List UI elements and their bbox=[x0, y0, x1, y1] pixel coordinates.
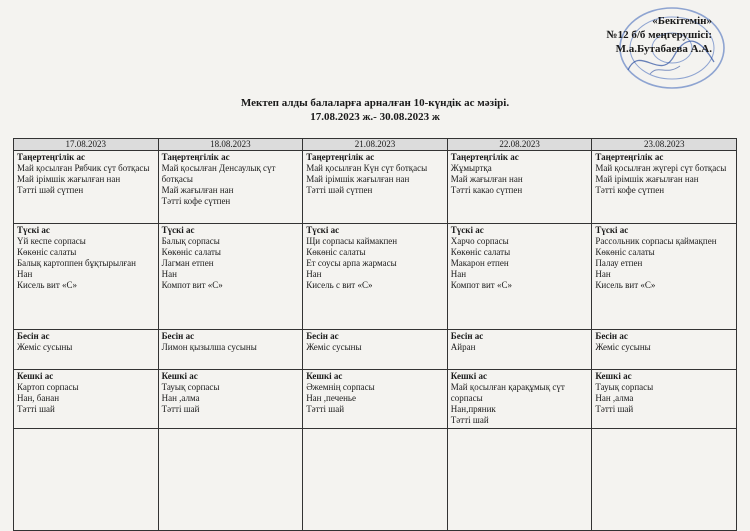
dish: Компот вит «С» bbox=[161, 280, 223, 290]
menu-cell bbox=[447, 370, 592, 429]
dish: Кисель вит «С» bbox=[17, 280, 78, 290]
menu-cell bbox=[14, 330, 159, 370]
menu-cell bbox=[14, 370, 159, 429]
meal-heading: Кешкі ас bbox=[306, 371, 343, 381]
meal-heading: Таңертеңгілік ас bbox=[595, 152, 664, 162]
menu-cell bbox=[158, 370, 303, 429]
dish: Кисель с вит «С» bbox=[306, 280, 373, 290]
dish: Көкөніс салаты bbox=[450, 247, 511, 257]
dish: Нан bbox=[450, 269, 467, 279]
dish: Лагман етпен bbox=[161, 258, 214, 268]
dish: Май қосылған Рябчик сүт ботқасы bbox=[17, 163, 150, 173]
empty-cell bbox=[592, 429, 737, 531]
dish: Жұмыртқа bbox=[450, 163, 492, 173]
dish: Май қосылған Денсаулық сүт ботқасы bbox=[161, 163, 276, 184]
menu-cell bbox=[158, 330, 303, 370]
dish: Макарон етпен bbox=[450, 258, 509, 268]
header-row bbox=[14, 139, 737, 151]
dish: Тәтті шай bbox=[17, 404, 55, 414]
menu-cell bbox=[14, 151, 159, 224]
menu-cell bbox=[303, 330, 448, 370]
menu-table bbox=[13, 138, 737, 531]
column-header-date: 21.08.2023 bbox=[303, 139, 448, 151]
breakfast-row bbox=[14, 151, 737, 224]
dish: Тәтті шай bbox=[450, 415, 489, 425]
dish: Әжемнің сорпасы bbox=[306, 382, 375, 392]
dish: Тәтті кофе сүтпен bbox=[161, 196, 231, 206]
meal-heading: Бесін ас bbox=[450, 331, 484, 341]
dish: Лимон қызылша сусыны bbox=[161, 342, 257, 352]
dish: Тәтті шәй сүтпен bbox=[306, 185, 373, 195]
dish: Тәтті кофе сүтпен bbox=[595, 185, 665, 195]
menu-date-range: 17.08.2023 ж.- 30.08.2023 ж bbox=[310, 111, 440, 123]
dish: Компот вит «С» bbox=[450, 280, 512, 290]
dish: Щи сорпасы каймакпен bbox=[306, 236, 398, 246]
dish: Харчо сорпасы bbox=[450, 236, 509, 246]
dish: Май қосылған қарақұмық сүт сорпасы bbox=[450, 382, 565, 403]
menu-cell bbox=[592, 330, 737, 370]
meal-heading: Түскі ас bbox=[306, 225, 340, 235]
dish: Айран bbox=[450, 342, 476, 352]
dish: Тәтті шай bbox=[595, 404, 634, 414]
dish: Май қосылған Күн сүт ботқасы bbox=[306, 163, 428, 173]
dish: Нан,пряник bbox=[450, 404, 496, 414]
dish: Нан ,алма bbox=[161, 393, 200, 403]
dish: Кисель вит «С» bbox=[595, 280, 656, 290]
dish: Нан ,алма bbox=[595, 393, 634, 403]
menu-cell bbox=[447, 224, 592, 330]
menu-cell bbox=[592, 224, 737, 330]
dish: Тәтті шай bbox=[161, 404, 200, 414]
dish: Картоп сорпасы bbox=[17, 382, 79, 392]
dish: Нан ,печенье bbox=[306, 393, 357, 403]
meal-heading: Таңертеңгілік ас bbox=[450, 152, 519, 162]
dish: Жеміс сусыны bbox=[17, 342, 73, 352]
meal-heading: Түскі ас bbox=[450, 225, 484, 235]
dish: Тауық сорпасы bbox=[595, 382, 654, 392]
lunch-row bbox=[14, 224, 737, 330]
dish: Май ірімшік жағылған нан bbox=[595, 174, 699, 184]
empty-cell bbox=[447, 429, 592, 531]
meal-heading: Бесін ас bbox=[595, 331, 628, 341]
column-header-date: 18.08.2023 bbox=[158, 139, 303, 151]
empty-row bbox=[14, 429, 737, 531]
menu-cell bbox=[14, 224, 159, 330]
approval-line-3: М.а.Бутабаева А.А. bbox=[615, 43, 712, 55]
dish: Нан bbox=[161, 269, 177, 279]
meal-heading: Кешкі ас bbox=[17, 371, 54, 381]
meal-heading: Бесін ас bbox=[306, 331, 339, 341]
meal-heading: Бесін ас bbox=[161, 331, 195, 341]
dish: Май ірімшік жағылған нан bbox=[306, 174, 410, 184]
dish: Палау етпен bbox=[595, 258, 643, 268]
menu-title bbox=[0, 96, 750, 124]
meal-heading: Кешкі ас bbox=[450, 371, 487, 381]
menu-cell bbox=[303, 224, 448, 330]
meal-heading: Түскі ас bbox=[595, 225, 629, 235]
dish: Май қосылған жүгері сүт ботқасы bbox=[595, 163, 727, 173]
dish: Көкөніс салаты bbox=[161, 247, 221, 257]
dish: Нан, банан bbox=[17, 393, 60, 403]
menu-cell bbox=[303, 370, 448, 429]
dish: Көкөніс салаты bbox=[17, 247, 77, 257]
meal-heading: Таңертеңгілік ас bbox=[306, 152, 375, 162]
approval-line-2: №12 б/б меңгерушісі: bbox=[606, 29, 712, 41]
meal-heading: Кешкі ас bbox=[595, 371, 632, 381]
dish: Тәтті шай bbox=[306, 404, 345, 414]
dish: Тәтті шәй сүтпен bbox=[17, 185, 84, 195]
menu-cell bbox=[447, 330, 592, 370]
dish: Нан bbox=[17, 269, 33, 279]
dish: Нан bbox=[306, 269, 322, 279]
approval-block bbox=[607, 14, 712, 56]
approval-line-1: «Бекітемін» bbox=[652, 15, 712, 27]
dish: Нан bbox=[595, 269, 611, 279]
empty-cell bbox=[14, 429, 159, 531]
dish: Үй кеспе сорпасы bbox=[17, 236, 86, 246]
meal-heading: Бесін ас bbox=[17, 331, 50, 341]
dish: Көкөніс салаты bbox=[595, 247, 655, 257]
dish: Май ірімшік жағылған нан bbox=[17, 174, 121, 184]
dish: Жеміс сусыны bbox=[306, 342, 362, 352]
menu-cell bbox=[158, 151, 303, 224]
dish: Балық сорпасы bbox=[161, 236, 220, 246]
menu-cell bbox=[158, 224, 303, 330]
dish: Май жағылған нан bbox=[450, 174, 523, 184]
menu-cell bbox=[592, 370, 737, 429]
meal-heading: Түскі ас bbox=[161, 225, 195, 235]
dish: Көкөніс салаты bbox=[306, 247, 366, 257]
snack-row bbox=[14, 330, 737, 370]
dish: Ет соусы арпа жармасы bbox=[306, 258, 397, 268]
dinner-row bbox=[14, 370, 737, 429]
column-header-date: 17.08.2023 bbox=[14, 139, 159, 151]
dish: Тәтті какао сүтпен bbox=[450, 185, 523, 195]
meal-heading: Таңертеңгілік ас bbox=[17, 152, 86, 162]
menu-cell bbox=[447, 151, 592, 224]
meal-heading: Түскі ас bbox=[17, 225, 50, 235]
empty-cell bbox=[303, 429, 448, 531]
dish: Тауық сорпасы bbox=[161, 382, 220, 392]
meal-heading: Кешкі ас bbox=[161, 371, 198, 381]
menu-title-line-1: Мектеп алды балаларға арналған 10-күндік ас мәзірі. bbox=[240, 97, 510, 109]
dish: Май жағылған нан bbox=[161, 185, 234, 195]
dish: Рассольник сорпасы қаймақпен bbox=[595, 236, 717, 246]
dish: Жеміс сусыны bbox=[595, 342, 651, 352]
empty-cell bbox=[158, 429, 303, 531]
meal-heading: Таңертеңгілік ас bbox=[161, 152, 230, 162]
menu-cell bbox=[592, 151, 737, 224]
column-header-date: 22.08.2023 bbox=[447, 139, 592, 151]
dish: Балық картоппен бұқтырылған bbox=[17, 258, 136, 268]
menu-cell bbox=[303, 151, 448, 224]
column-header-date: 23.08.2023 bbox=[592, 139, 737, 151]
